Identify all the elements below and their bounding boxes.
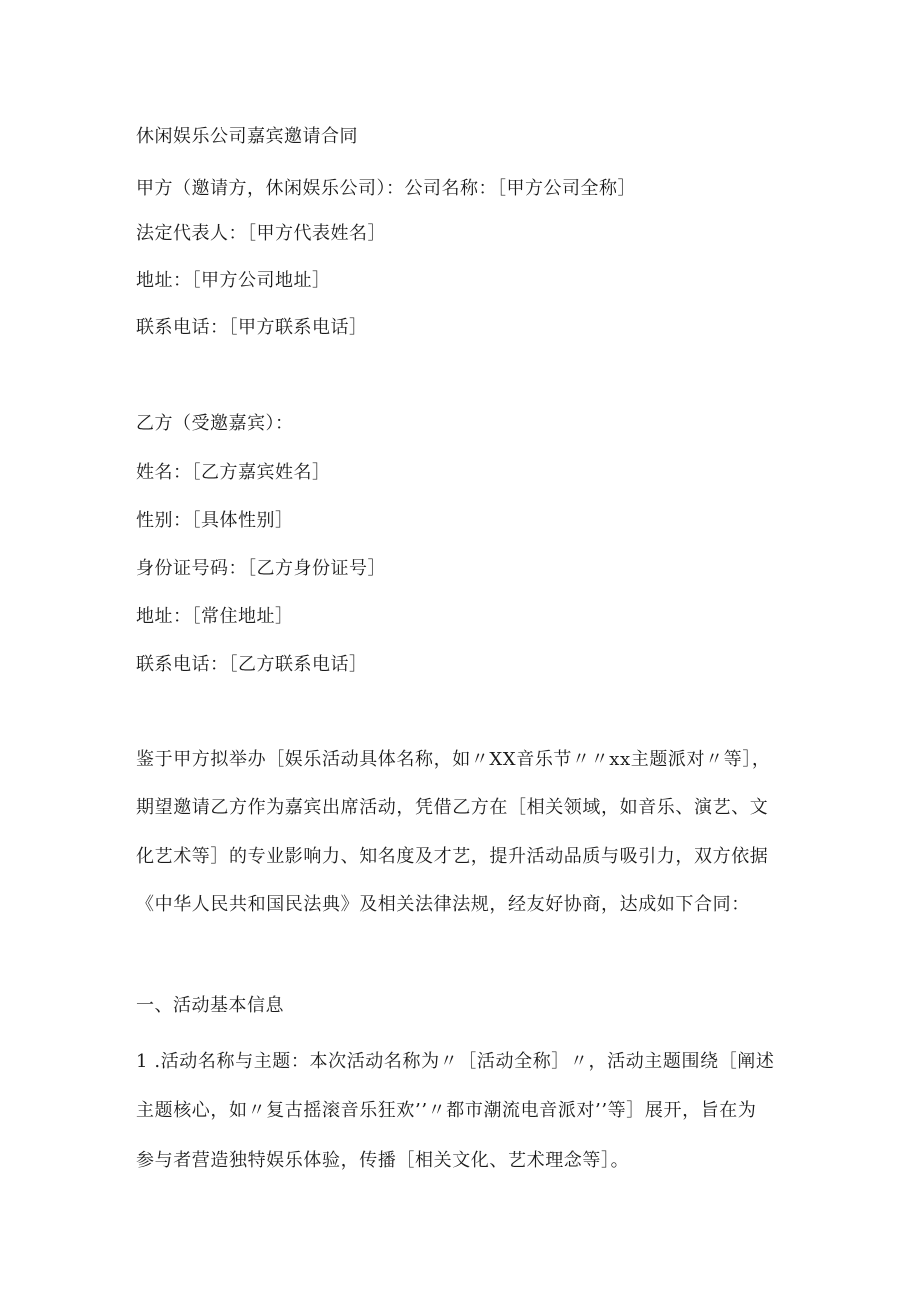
party-b-address: 地址：［常住地址］ xyxy=(136,606,294,627)
party-a-heading: 甲方（邀请方，休闲娱乐公司）：公司名称：［甲方公司全称］ xyxy=(136,178,636,199)
party-b-gender: 性别：［具体性别］ xyxy=(136,510,294,531)
preamble-line: 化艺术等］的专业影响力、知名度及才艺，提升活动品质与吸引力，双方依据 xyxy=(136,846,769,867)
preamble-line: 《中华人民共和国民法典》及相关法律法规，经友好协商，达成如下合同： xyxy=(136,894,750,915)
preamble-line: 鉴于甲方拟举办［娱乐活动具体名称，如〃XX音乐节〃〃xx主题派对〃等］， xyxy=(136,749,771,770)
party-b-heading: 乙方（受邀嘉宾）： xyxy=(136,413,294,434)
party-a-address: 地址：［甲方公司地址］ xyxy=(136,270,331,291)
section1-heading: 一、活动基本信息 xyxy=(136,995,284,1016)
party-a-rep: 法定代表人：［甲方代表姓名］ xyxy=(136,223,386,244)
party-b-id: 身份证号码：［乙方身份证号］ xyxy=(136,558,386,579)
document-title: 休闲娱乐公司嘉宾邀请合同 xyxy=(136,126,358,147)
section1-item-line: 参与者营造独特娱乐体验，传播［相关文化、艺术理念等］。 xyxy=(136,1150,630,1171)
section1-item-line: 1 .活动名称与主题：本次活动名称为〃［活动全称］〃，活动主题围绕［阐述 xyxy=(136,1051,775,1072)
preamble-line: 期望邀请乙方作为嘉宾出席活动，凭借乙方在［相关领域，如音乐、演艺、文 xyxy=(136,797,769,818)
party-b-phone: 联系电话：［乙方联系电话］ xyxy=(136,654,368,675)
party-a-phone: 联系电话：［甲方联系电话］ xyxy=(136,317,368,338)
party-b-name: 姓名：［乙方嘉宾姓名］ xyxy=(136,462,331,483)
section1-item-line: 主题核心，如〃复古摇滚音乐狂欢’’〃都市潮流电音派对’’等］展开，旨在为 xyxy=(136,1100,757,1121)
